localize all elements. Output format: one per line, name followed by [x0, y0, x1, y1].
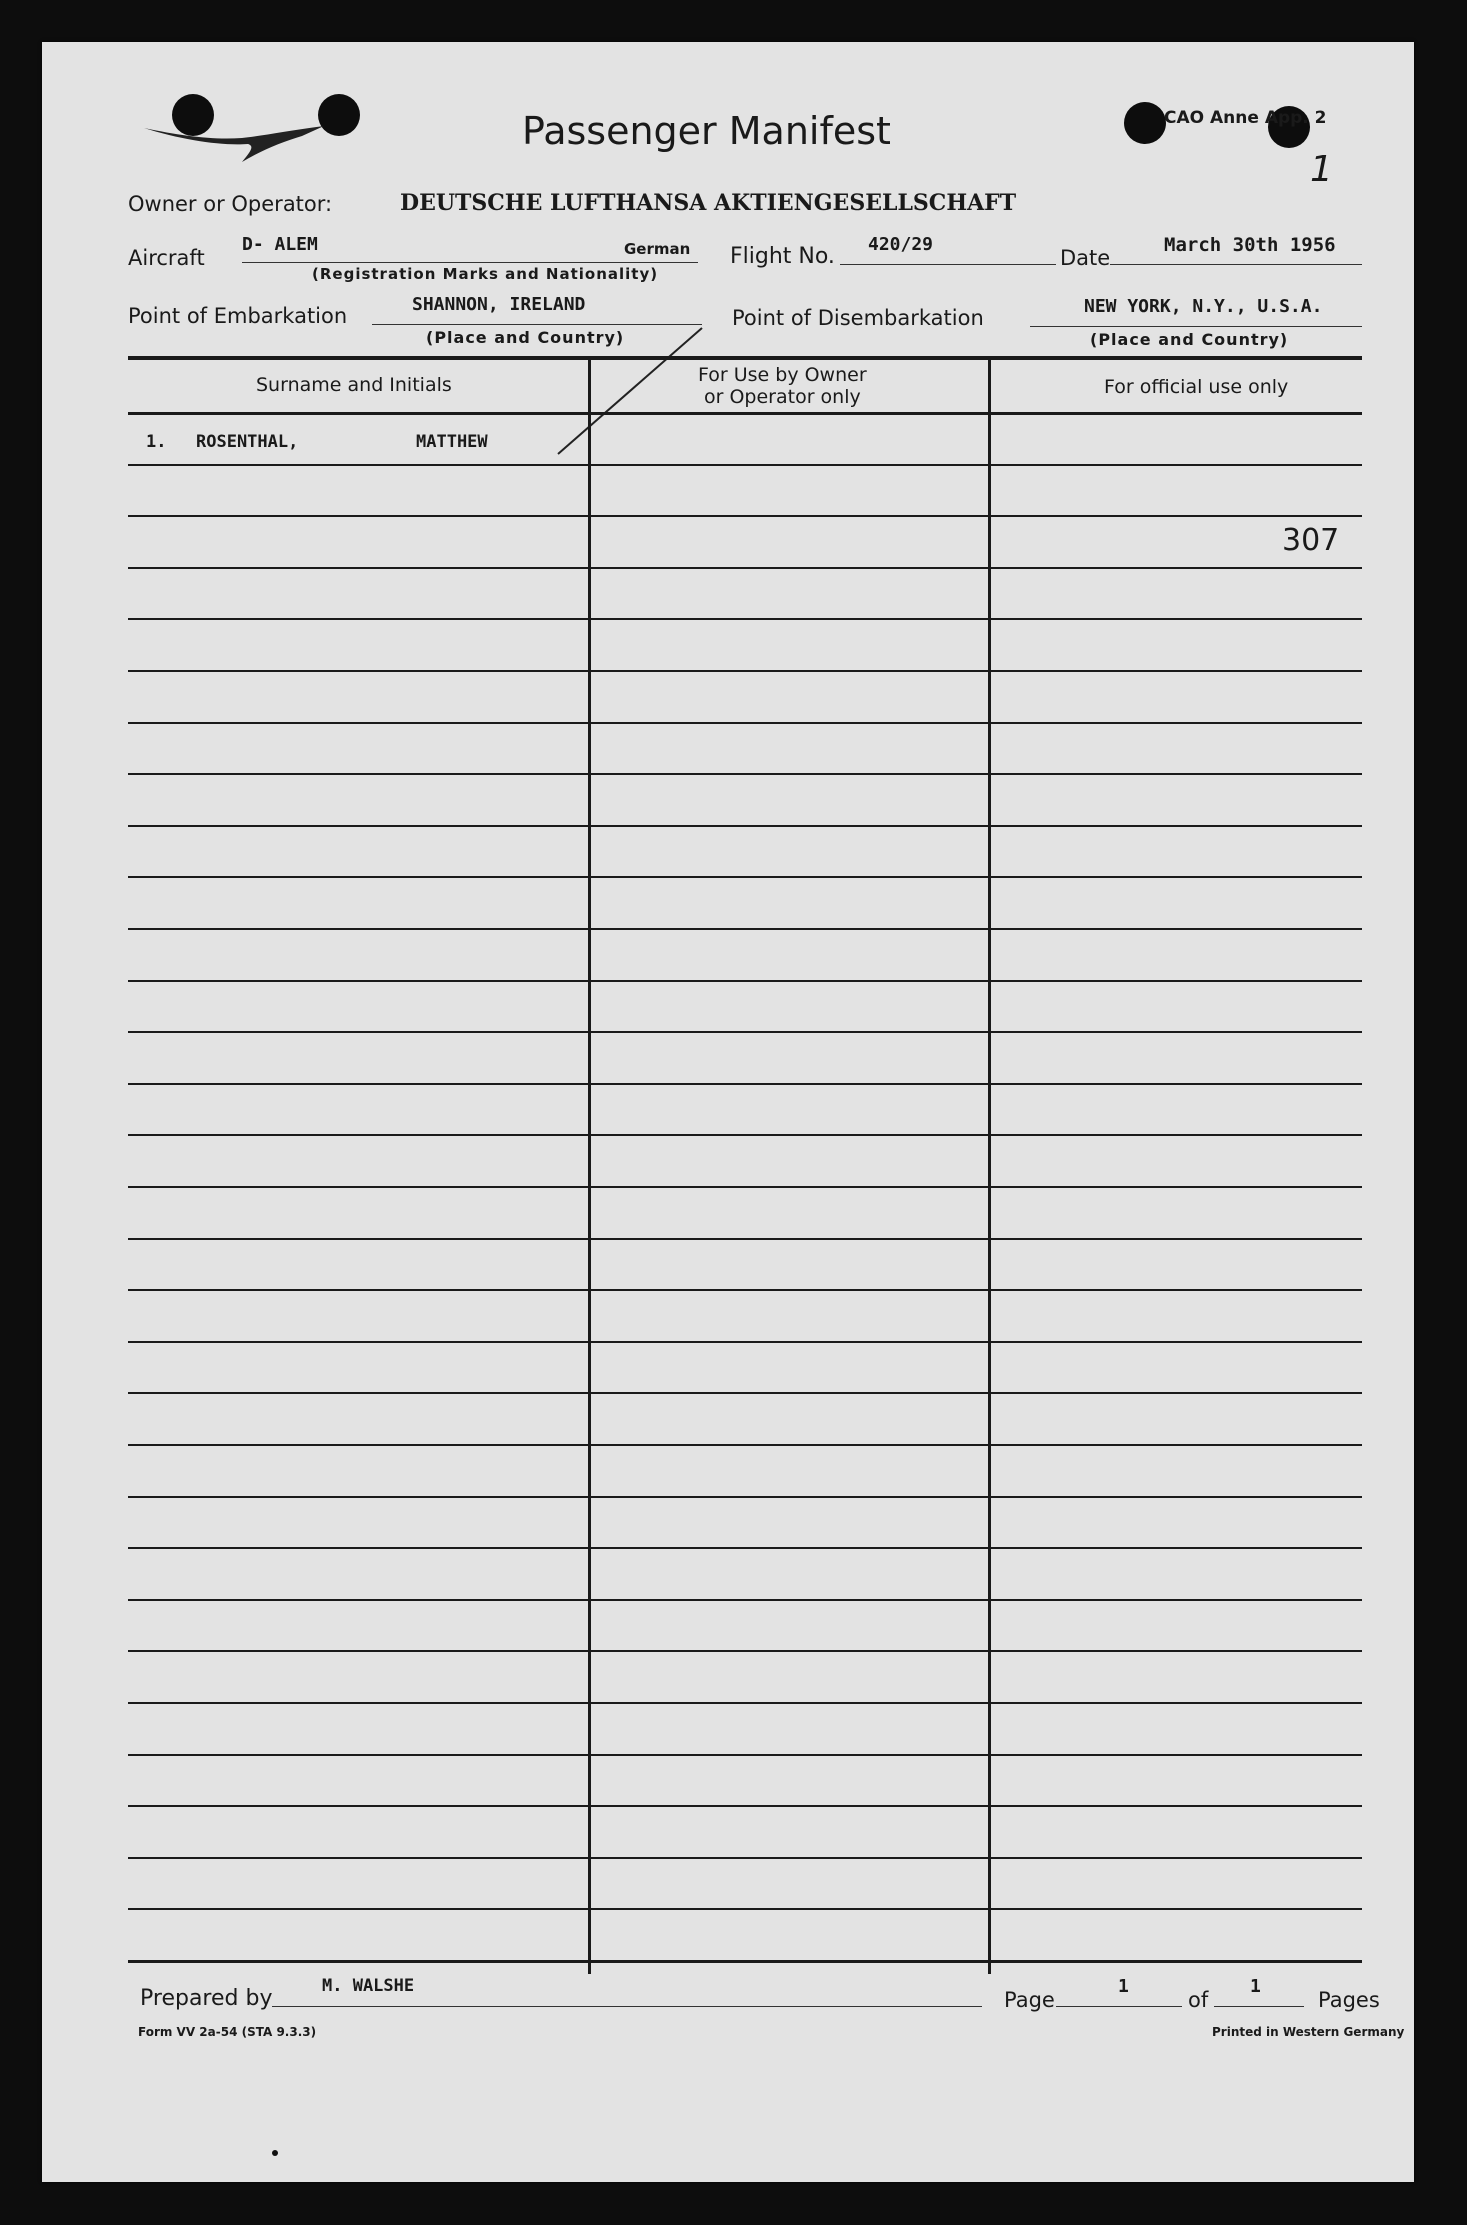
embarkation-caption: (Place and Country) [426, 328, 625, 347]
table-row-line [128, 1650, 1362, 1652]
table-row-line [128, 670, 1362, 672]
punch-hole-right-1 [1124, 102, 1166, 144]
table-row-line [128, 1392, 1362, 1394]
row-1-number: 1. [146, 432, 167, 452]
table-row-line [128, 618, 1362, 620]
date-underline [1110, 264, 1362, 265]
table-row-line [128, 1289, 1362, 1291]
of-label: of [1188, 1988, 1209, 2012]
table-row-line [128, 876, 1362, 878]
of-value: 1 [1250, 1976, 1261, 1997]
owner-value: DEUTSCHE LUFTHANSA AKTIENGESELLSCHAFT [400, 190, 1017, 216]
date-value: March 30th 1956 [1164, 234, 1336, 256]
handwritten-mark: 1 [1310, 149, 1333, 190]
table-row-line [128, 1754, 1362, 1756]
flight-label: Flight No. [730, 244, 835, 269]
page-label: Page [1004, 1988, 1055, 2012]
table-row-line [128, 1031, 1362, 1033]
form-code: Form VV 2a-54 (STA 9.3.3) [138, 2025, 317, 2039]
aircraft-underline [242, 262, 698, 263]
prepared-by-underline [272, 2006, 982, 2007]
disembarkation-caption: (Place and Country) [1090, 330, 1289, 349]
owner-label: Owner or Operator: [128, 192, 333, 216]
aircraft-caption: (Registration Marks and Nationality) [312, 265, 659, 283]
row-1-surname: ROSENTHAL, [196, 432, 299, 452]
table-row-line [128, 1341, 1362, 1343]
table-row-line [128, 567, 1362, 569]
table-row-line [128, 1857, 1362, 1859]
embarkation-value: SHANNON, IRELAND [412, 294, 586, 315]
col-surname-header: Surname and Initials [256, 374, 452, 396]
table-row-line [128, 1805, 1362, 1807]
table-row-line [128, 1186, 1362, 1188]
page-value: 1 [1118, 1976, 1129, 1997]
official-stamp-number: 307 [1282, 523, 1340, 558]
manifest-sheet [42, 42, 1414, 2182]
prepared-by-value: M. WALSHE [322, 1976, 415, 1996]
pages-label: Pages [1318, 1988, 1380, 2012]
of-underline [1214, 2006, 1304, 2007]
disembarkation-value: NEW YORK, N.Y., U.S.A. [1084, 296, 1323, 317]
prepared-by-label: Prepared by [140, 1986, 273, 2011]
table-row-line [128, 464, 1362, 466]
table-row-line [128, 825, 1362, 827]
date-label: Date [1060, 246, 1111, 270]
printed-in-note: Printed in Western Germany [1212, 2025, 1405, 2039]
col-owner-header-line2: or Operator only [704, 386, 861, 408]
column-divider-1 [588, 360, 591, 1974]
aircraft-nationality: German [624, 240, 691, 258]
table-row-line [128, 1547, 1362, 1549]
table-top-rule [128, 356, 1362, 360]
table-row-line [128, 1083, 1362, 1085]
embarkation-label: Point of Embarkation [128, 304, 348, 328]
table-row-line [128, 1960, 1362, 1963]
table-row-line [128, 1238, 1362, 1240]
row-1-given-name: MATTHEW [416, 432, 488, 452]
table-row-line [128, 1599, 1362, 1601]
flight-underline [840, 264, 1056, 265]
page-title: Passenger Manifest [522, 109, 891, 153]
aircraft-value: D- ALEM [242, 234, 318, 255]
table-row-line [128, 515, 1362, 517]
diagonal-stroke [552, 322, 712, 462]
table-row-line [128, 1134, 1362, 1136]
page-underline [1056, 2006, 1182, 2007]
disembarkation-underline [1030, 326, 1362, 327]
table-row-line [128, 1444, 1362, 1446]
aircraft-label: Aircraft [128, 246, 205, 270]
stray-dot [272, 2150, 278, 2156]
col-owner-header-line1: For Use by Owner [698, 364, 867, 386]
annex-reference: CAO Anne App. 2 [1164, 108, 1327, 128]
table-row-line [128, 928, 1362, 930]
col-official-header: For official use only [1104, 376, 1289, 398]
table-row-line [128, 1702, 1362, 1704]
column-divider-2 [988, 360, 991, 1974]
table-header-rule [128, 412, 1362, 415]
disembarkation-label: Point of Disembarkation [732, 306, 984, 330]
lufthansa-crane-logo-icon [142, 106, 332, 166]
table-row-line [128, 1496, 1362, 1498]
table-row-line [128, 1908, 1362, 1910]
table-row-line [128, 773, 1362, 775]
table-row-line [128, 980, 1362, 982]
flight-value: 420/29 [868, 234, 934, 255]
table-row-line [128, 722, 1362, 724]
